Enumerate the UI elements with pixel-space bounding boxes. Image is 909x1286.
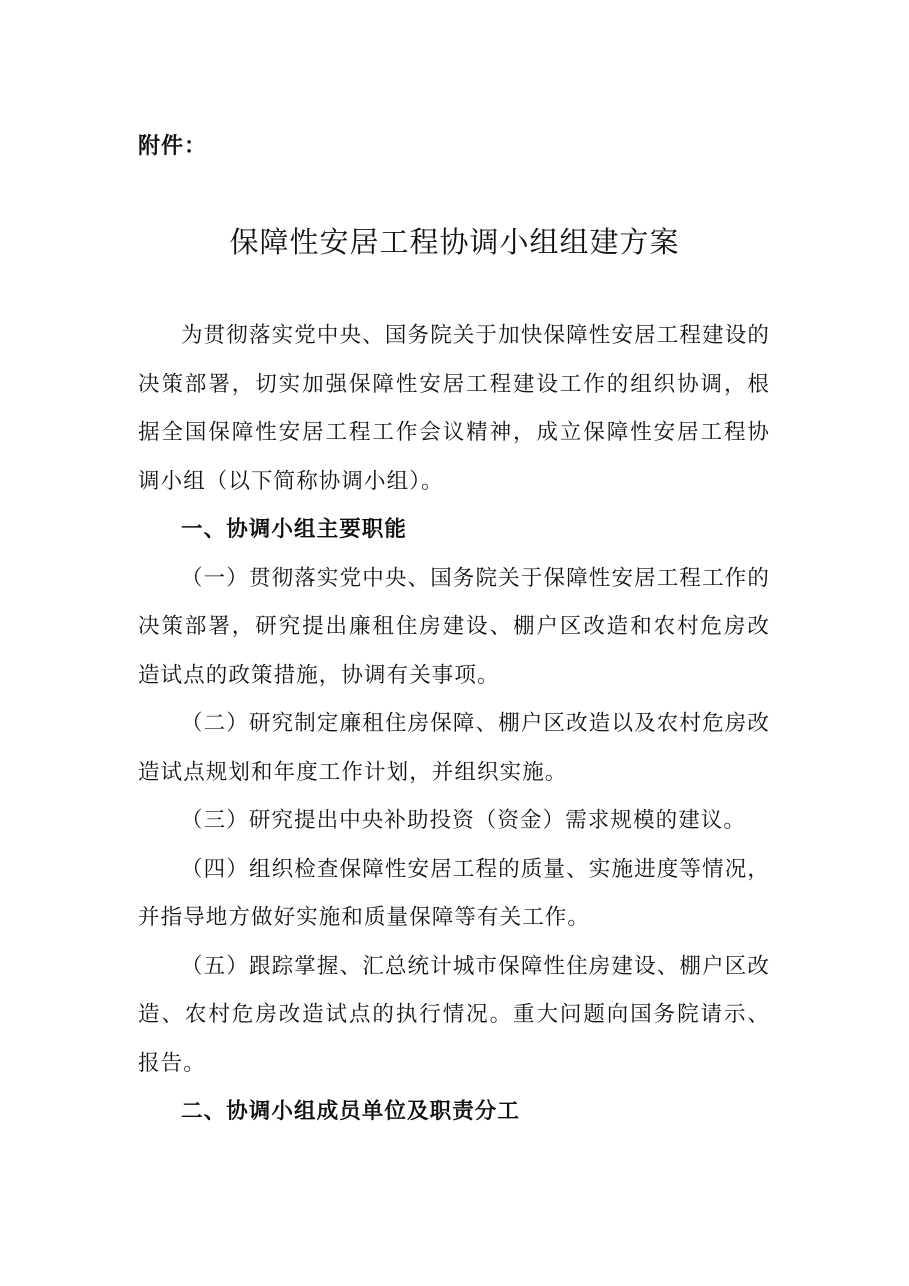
- document-title: 保障性安居工程协调小组组建方案: [229, 225, 680, 259]
- section-heading-functions: 一、协调小组主要职能: [181, 517, 408, 542]
- section-heading-members: 二、协调小组成员单位及职责分工: [181, 1099, 521, 1124]
- attachment-label: 附件：: [138, 133, 208, 159]
- document-body: [138, 312, 770, 1137]
- function-item-2: （二）研究制定廉租住房保障、棚户区改造以及农村危房改造试点规划和年度工作计划，并组织实施。: [138, 711, 770, 785]
- intro-paragraph: 为贯彻落实党中央、国务院关于加快保障性安居工程建设的决策部署，切实加强保障性安居工程建设工作的组织协调，根据全国保障性安居工程工作会议精神，成立保障性安居工程协调小组（以下简称协调小组）。: [138, 323, 770, 494]
- function-item-3: （三）研究提出中央补助投资（资金）需求规模的建议。: [181, 808, 747, 833]
- function-item-5: （五）跟踪掌握、汇总统计城市保障性住房建设、棚户区改造、农村危房改造试点的执行情况。重大问题向国务院请示、报告。: [138, 953, 770, 1076]
- function-item-1: （一）贯彻落实党中央、国务院关于保障性安居工程工作的决策部署，研究提出廉租住房建设、棚户区改造和农村危房改造试点的政策措施，协调有关事项。: [138, 565, 770, 688]
- function-item-4: （四）组织检查保障性安居工程的质量、实施进度等情况，并指导地方做好实施和质量保障等有关工作。: [138, 856, 770, 930]
